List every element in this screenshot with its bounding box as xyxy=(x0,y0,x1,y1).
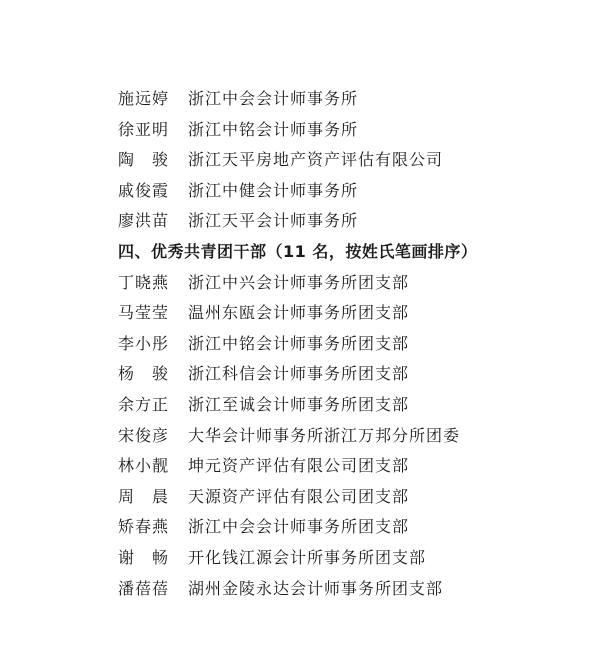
list-item xyxy=(118,512,588,543)
list-item xyxy=(118,574,588,605)
organization-name: 温州东瓯会计师事务所团支部 xyxy=(188,303,410,323)
person-name: 杨 骏 xyxy=(118,364,170,384)
person-name: 戚俊霞 xyxy=(118,180,170,200)
section-heading: 四、优秀共青团干部（11 名，按姓氏笔画排序） xyxy=(118,241,478,261)
list-item xyxy=(118,482,588,513)
organization-name: 大华会计师事务所浙江万邦分所团委 xyxy=(188,425,461,445)
list-item xyxy=(118,84,588,115)
person-name: 陶 骏 xyxy=(118,150,170,170)
person-name: 廖洪苗 xyxy=(118,211,170,231)
list-item xyxy=(118,329,588,360)
person-name: 余方正 xyxy=(118,394,170,414)
person-name: 潘蓓蓓 xyxy=(118,578,170,598)
organization-name: 开化钱江源会计所事务所团支部 xyxy=(188,547,427,567)
organization-name: 浙江科信会计师事务所团支部 xyxy=(188,364,410,384)
list-item xyxy=(118,206,588,237)
organization-name: 浙江中铭会计师事务所 xyxy=(188,119,359,139)
list-item xyxy=(118,145,588,176)
list-item xyxy=(118,543,588,574)
organization-name: 浙江中会会计师事务所团支部 xyxy=(188,517,410,537)
organization-name: 浙江中会会计师事务所 xyxy=(188,89,359,108)
organization-name: 天源资产评估有限公司团支部 xyxy=(188,486,410,506)
person-name: 李小彤 xyxy=(118,333,170,353)
person-name: 周 晨 xyxy=(118,486,170,506)
list-item xyxy=(118,298,588,329)
person-name: 丁晓燕 xyxy=(118,272,170,292)
person-name: 宋俊彦 xyxy=(118,425,170,445)
organization-name: 浙江中铭会计师事务所团支部 xyxy=(188,333,410,353)
organization-name: 浙江天平房地产资产评估有限公司 xyxy=(188,150,444,170)
organization-name: 浙江天平会计师事务所 xyxy=(188,211,359,231)
list-item xyxy=(118,115,588,146)
organization-name: 湖州金陵永达会计师事务所团支部 xyxy=(188,578,444,598)
person-name: 徐亚明 xyxy=(118,119,170,139)
person-name: 施远婷 xyxy=(118,89,170,108)
person-name: 林小靓 xyxy=(118,456,170,476)
list-item xyxy=(118,176,588,207)
organization-name: 坤元资产评估有限公司团支部 xyxy=(188,456,410,476)
organization-name: 浙江中健会计师事务所 xyxy=(188,180,359,200)
person-name: 马莹莹 xyxy=(118,303,170,323)
name-list xyxy=(118,84,588,604)
person-name: 谢 畅 xyxy=(118,547,170,567)
person-name: 矫春燕 xyxy=(118,517,170,537)
list-item xyxy=(118,421,588,452)
list-item xyxy=(118,451,588,482)
list-item xyxy=(118,268,588,299)
organization-name: 浙江至诚会计师事务所团支部 xyxy=(188,394,410,414)
list-item xyxy=(118,390,588,421)
list-item xyxy=(118,359,588,390)
organization-name: 浙江中兴会计师事务所团支部 xyxy=(188,272,410,292)
